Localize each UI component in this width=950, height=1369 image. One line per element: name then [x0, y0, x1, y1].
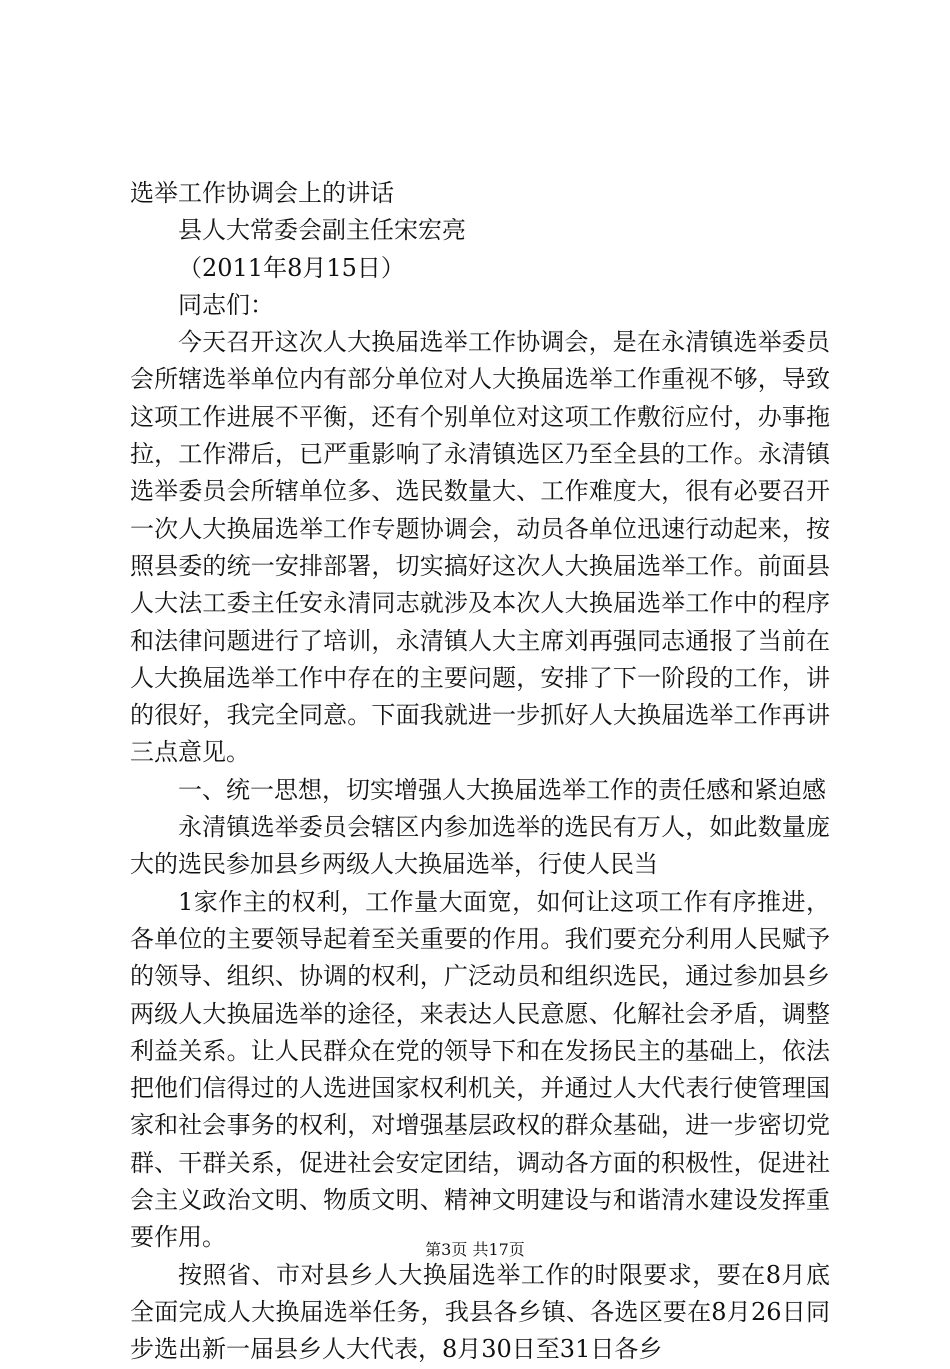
paragraph-4: 按照省、市对县乡人大换届选举工作的时限要求，要在8月底全面完成人大换届选举任务，我县各乡镇、各选区要在8月26日同步选出新一届县乡人大代表，8月30日至31日各乡: [130, 1260, 830, 1364]
salutation: 同志们：: [178, 290, 274, 319]
date-line: （2011年8月15日）: [178, 253, 405, 282]
section-heading-1: 一、统一思想，切实增强人大换届选举工作的责任感和紧迫感: [178, 775, 826, 804]
page-footer: 第3页 共17页: [425, 1240, 525, 1259]
paragraph-1: 今天召开这次人大换届选举工作协调会，是在永清镇选举委员会所辖选举单位内有部分单位对人大换届选举工作重视不够，导致这项工作进展不平衡，还有个别单位对这项工作敷衍应付，办事拖拉，工作滞后，已严重影响了永清镇选区乃至全县的工作。永清镇选举委员会所辖单位多、选民数量大、工作难度大，很有必要召开一次人大换届选举工作专题协调会，动员各单位迅速行动起来，按照县委的统一安排部署，切实搞好这次人大换届选举工作。前面县人大法工委主任安永清同志就涉及本次人大换届选举工作中的程序和法律问题进行了培训，永清镇人大主席刘再强同志通报了当前在人大换届选举工作中存在的主要问题，安排了下一阶段的工作，讲的很好，我完全同意。下面我就进一步抓好人大换届选举工作再讲三点意见。: [130, 328, 830, 767]
document-title: 选举工作协调会上的讲话: [130, 179, 394, 207]
speaker-line: 县人大常委会副主任宋宏亮: [178, 216, 466, 245]
document-body: [130, 175, 830, 1369]
paragraph-3: 1家作主的权利，工作量大面宽，如何让这项工作有序推进，各单位的主要领导起着至关重要的作用。我们要充分利用人民赋予的领导、组织、协调的权利，广泛动员和组织选民，通过参加县乡两级人大换届选举的途径，来表达人民意愿、化解社会矛盾，调整利益关系。让人民群众在党的领导下和在发扬民主的基础上，依法把他们信得过的人选进国家权利机关，并通过人大代表行使管理国家和社会事务的权利，对增强基层政权的群众基础，进一步密切党群、干群关系，促进社会安定团结，调动各方面的积极性，促进社会主义政治文明、物质文明、精神文明建设与和谐清水建设发挥重要作用。: [130, 887, 830, 1252]
paragraph-2: 永清镇选举委员会辖区内参加选举的选民有万人，如此数量庞大的选民参加县乡两级人大换届选举，行使人民当: [130, 813, 830, 879]
